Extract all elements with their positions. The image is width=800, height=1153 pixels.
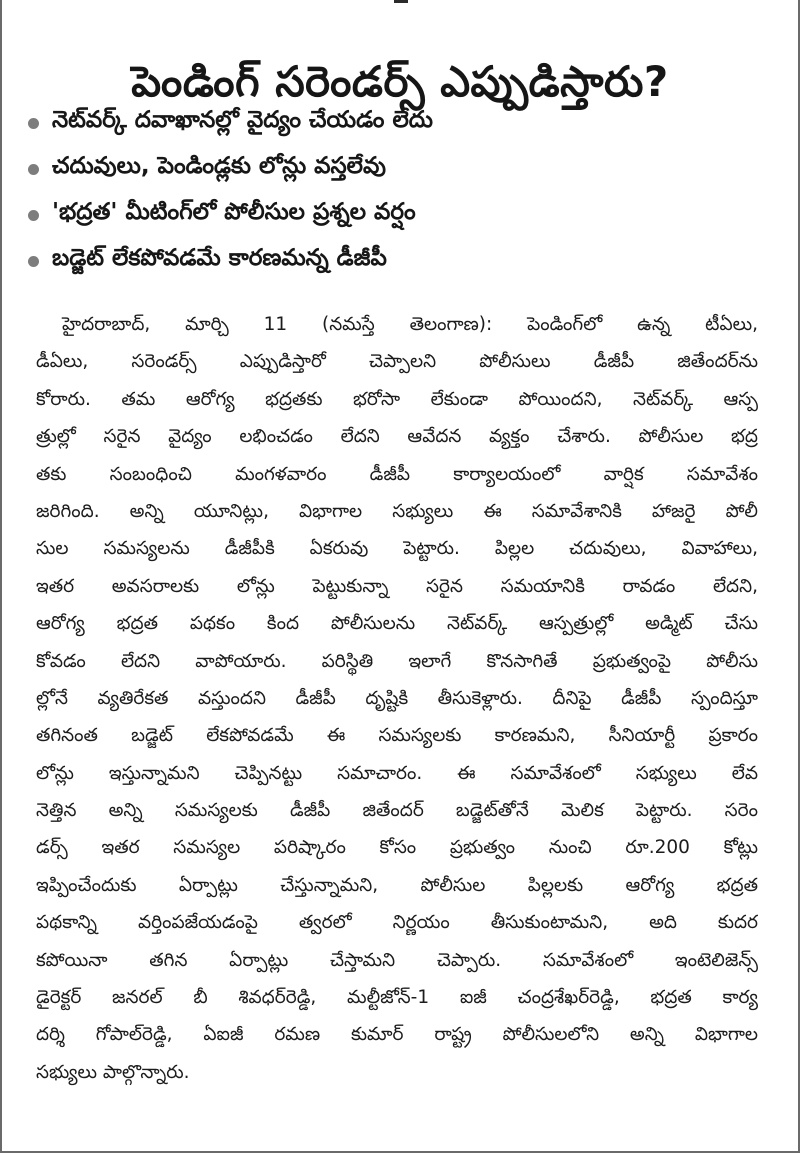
body-line: కోరారు. తమ ఆరోగ్య భద్రతకు భరోసా లేకుండా పోయిందని, నెట్‌వర్క్ ఆస్ప xyxy=(36,388,758,410)
bullet-list xyxy=(28,100,774,284)
body-line: తగినంత బడ్జెట్ లేకపోవడమే ఈ సమస్యలకు కారణమని, సీనియార్టీ ప్రకారం xyxy=(36,725,758,747)
body-line: సభ్యులు పాల్గొన్నారు. xyxy=(36,1061,190,1083)
body-line: పథకాన్ని వర్తింపజేయడంపై త్వరలో నిర్ణయం తీసుకుంటామని, అది కుదర xyxy=(36,912,758,934)
article-body xyxy=(36,306,758,1091)
bullet-text: బడ్జెట్ లేకపోవడమే కారణమన్న డీజీపీ xyxy=(52,245,387,271)
bullet-text: నెట్‌వర్క్ దవాఖానల్లో వైద్యం చేయడం లేదు xyxy=(52,107,433,133)
body-line: హైదరాబాద్, మార్చి 11 (నమస్తే తెలంగాణ): పెండింగ్‌లో ఉన్న టీఏలు, xyxy=(62,314,758,335)
body-line: ఆరోగ్య భద్రత పథకం కింద పోలీసులను నెట్‌వర్క్ ఆస్పత్రుల్లో అడ్మిట్ చేసు xyxy=(36,613,758,635)
bullet-dot-icon xyxy=(28,118,39,129)
body-line: డీఏలు, సరెండర్స్ ఎప్పుడిస్తారో చెప్పాలని పోలీసులు డీజీపీ జితేందర్‌ను xyxy=(36,351,758,373)
clipping-top-mark xyxy=(394,0,408,3)
body-line: కోవడం లేదని వాపోయారు. పరిస్థితి ఇలాగే కొనసాగితే ప్రభుత్వంపై పోలీసు xyxy=(36,650,758,672)
body-line: ఇప్పించేందుకు ఏర్పాట్లు చేస్తున్నామని, పోలీసుల పిల్లలకు ఆరోగ్య భద్రత xyxy=(36,874,758,896)
bullet-item xyxy=(28,146,774,192)
body-line: త్రుల్లో సరైన వైద్యం లభించడం లేదని ఆవేదన వ్యక్తం చేశారు. పోలీసుల భద్ర xyxy=(36,426,758,448)
bullet-item xyxy=(28,192,774,238)
bullet-item xyxy=(28,100,774,146)
bullet-dot-icon xyxy=(28,256,39,267)
body-line: జరిగింది. అన్ని యూనిట్లు, విభాగాల సభ్యులు ఈ సమావేశానికి హాజరై పోలీ xyxy=(36,500,758,522)
bullet-dot-icon xyxy=(28,210,39,221)
bullet-text: చదువులు, పెండిండ్లకు లోన్లు వస్తలేవు xyxy=(52,153,386,179)
headline: పెండింగ్ సరెండర్స్ ఎప్పుడిస్తారు? xyxy=(131,57,669,107)
bullet-text: 'భద్రత' మీటింగ్‌లో పోలీసుల ప్రశ్నల వర్షం xyxy=(52,199,416,225)
body-line: కపోయినా తగిన ఏర్పాట్లు చేస్తామని చెప్పారు. సమావేశంలో ఇంటెలిజెన్స్ xyxy=(36,949,758,971)
body-line: ఇతర అవసరాలకు లోన్లు పెట్టుకున్నా సరైన సమయానికి రావడం లేదని, xyxy=(36,575,758,597)
body-line: ల్లోనే వ్యతిరేకత వస్తుందని డీజీపీ దృష్టికి తీసుకెళ్లారు. దీనిపై డీజీపీ స్పందిస్తూ xyxy=(36,687,758,709)
body-line: తకు సంబంధించి మంగళవారం డీజీపీ కార్యాలయంలో వార్షిక సమావేశం xyxy=(36,463,758,485)
body-line: నెత్తిన అన్ని సమస్యలకు డీజీపీ జితేందర్ బడ్జెట్‌తోనే మెలిక పెట్టారు. సరెం xyxy=(36,800,758,822)
body-line: లోన్లు ఇస్తున్నామని చెప్పినట్టు సమాచారం. ఈ సమావేశంలో సభ్యులు లేవ xyxy=(36,762,758,784)
body-line: డర్స్ ఇతర సమస్యల పరిష్కారం కోసం ప్రభుత్వం నుంచి రూ.200 కోట్లు xyxy=(36,837,758,859)
body-line: డైరెక్టర్ జనరల్ బీ శివధర్‌రెడ్డి, మల్టీజోన్-1 ఐజీ చంద్రశేఖర్‌రెడ్డి, భద్రత కార్య xyxy=(36,987,758,1009)
bullet-item xyxy=(28,238,774,284)
body-line: దర్శి గోపాల్‌రెడ్డి, ఏఐజీ రమణ కుమార్ రాష్ట్ర పోలీసులలోని అన్ని విభాగాల xyxy=(36,1024,758,1046)
body-line: సుల సమస్యలను డీజీపీకి ఏకరువు పెట్టారు. పిల్లల చదువులు, వివాహాలు, xyxy=(36,538,758,560)
bullet-dot-icon xyxy=(28,164,39,175)
